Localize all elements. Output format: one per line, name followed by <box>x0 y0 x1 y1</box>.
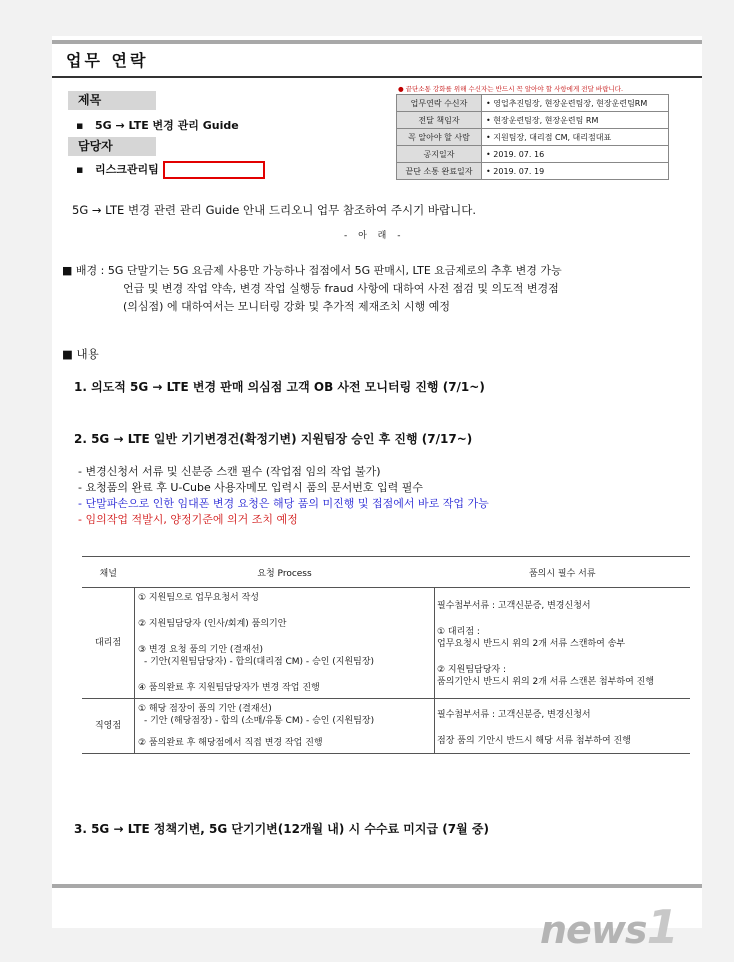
background-line: 언급 및 변경 작업 약속, 변경 작업 실행등 fraud 사항에 대하여 사전 점검 및 의도적 변경점 <box>123 282 559 295</box>
section-2-heading: 2. 5G → LTE 일반 기기변경건(확정기변) 지원팀장 승인 후 진행 (7/17~) <box>74 432 473 446</box>
process-step: ② 지원팀담당자 (인사/회계) 품의기안 <box>138 619 287 629</box>
background-line: (의심점) 에 대하여서는 모니터링 강화 및 추가적 제재조치 시행 예정 <box>123 300 450 313</box>
info-row <box>397 163 669 180</box>
info-key: 전달 책임자 <box>397 112 482 129</box>
info-key: 업무연락 수신자 <box>397 95 482 112</box>
section-3-heading: 3. 5G → LTE 정책기변, 5G 단기기변(12개월 내) 시 수수료 미지급 (7월 중) <box>74 822 489 836</box>
document-page <box>52 36 702 928</box>
info-value: • 현장운련팀장, 현장운련팀 RM <box>482 112 669 129</box>
subject-text: ▪ 5G → LTE 변경 관리 Guide <box>76 119 239 132</box>
bottom-divider <box>52 884 702 888</box>
table-row <box>82 699 690 754</box>
info-row <box>397 129 669 146</box>
info-key: 끝단 소통 완료일자 <box>397 163 482 180</box>
process-step: ④ 품의완료 후 지원팀담당자가 변경 작업 진행 <box>138 683 320 693</box>
info-value: • 2019. 07. 16 <box>482 146 669 163</box>
doc-line: 필수첨부서류 : 고객신분증, 변경신청서 <box>437 601 591 611</box>
process-step: ② 품의완료 후 해당점에서 직접 변경 작업 진행 <box>138 738 323 748</box>
process-step-detail: - 기안(지원팀담당자) - 합의(대리점 CM) - 승인 (지원팀장) <box>144 657 375 667</box>
column-header: 품의시 필수 서류 <box>435 557 691 588</box>
news1-watermark-logo <box>540 900 678 954</box>
manager-text: ▪ 리스크관리팀 <box>76 161 265 179</box>
process-cell <box>135 588 435 699</box>
watermark-number: 1 <box>646 900 678 954</box>
channel-cell: 직영점 <box>82 699 135 754</box>
docs-cell <box>435 588 691 699</box>
watermark-text: news <box>540 908 647 952</box>
process-step: ③ 변경 요청 품의 기안 (결재선) <box>138 645 264 655</box>
process-step: ① 지원팀으로 업무요청서 작성 <box>138 593 259 603</box>
info-table <box>396 94 669 180</box>
top-divider <box>52 40 702 44</box>
table-header-row <box>82 557 690 588</box>
redaction-box <box>163 161 265 179</box>
info-value: • 2019. 07. 19 <box>482 163 669 180</box>
info-value: • 지원팀장, 대리점 CM, 대리점대표 <box>482 129 669 146</box>
channel-cell: 대리점 <box>82 588 135 699</box>
doc-line: 필수첨부서류 : 고객신분증, 변경신청서 <box>437 710 591 720</box>
manager-value: 리스크관리팀 <box>94 163 159 176</box>
doc-line: ① 대리점 : <box>437 627 480 637</box>
column-header: 요청 Process <box>135 557 435 588</box>
info-key: 꼭 알아야 할 사람 <box>397 129 482 146</box>
list-item: - 요청품의 완료 후 U-Cube 사용자메모 입력시 품의 문서번호 입력 필수 <box>78 481 424 494</box>
info-value: • 영업추진팀장, 현장운련팀장, 현장운련팀RM <box>482 95 669 112</box>
ara-heading: - 아 래 - <box>344 231 405 241</box>
process-table <box>82 556 690 754</box>
title-divider <box>52 76 702 78</box>
process-step-detail: - 기안 (해당점장) - 합의 (소매/유통 CM) - 승인 (지원팀장) <box>144 716 375 726</box>
process-cell <box>135 699 435 754</box>
doc-line: 점장 품의 기안시 반드시 해당 서류 첨부하여 진행 <box>437 736 631 746</box>
list-item: - 단말파손으로 인한 임대폰 변경 요청은 해당 품의 미진행 및 접점에서 바로 작업 가능 <box>78 497 489 510</box>
background-section <box>62 262 562 316</box>
doc-line: 품의기안시 반드시 위의 2개 서류 스캔본 첨부하여 진행 <box>437 677 655 687</box>
info-key: 공지일자 <box>397 146 482 163</box>
subject-label: 제목 <box>68 91 156 110</box>
info-row <box>397 95 669 112</box>
info-row <box>397 146 669 163</box>
background-line: ■ 배경 : 5G 단말기는 5G 요금제 사용만 가능하나 접점에서 5G 판매시, LTE 요금제로의 추후 변경 가능 <box>62 264 562 277</box>
docs-cell <box>435 699 691 754</box>
column-header: 채널 <box>82 557 135 588</box>
process-step: ① 해당 점장이 품의 기안 (결재선) <box>138 704 272 714</box>
manager-label: 담당자 <box>68 137 156 156</box>
list-item: - 변경신청서 서류 및 신분증 스캔 필수 (작업점 임의 작업 불가) <box>78 465 381 478</box>
doc-line: 업무요청시 반드시 위의 2개 서류 스캔하여 송부 <box>437 639 626 649</box>
notice-text: ● 끝단소통 강화를 위해 수신자는 반드시 꼭 알아야 할 사항에게 전달 바랍니다. <box>398 85 624 93</box>
intro-text: 5G → LTE 변경 관련 관리 Guide 안내 드리오니 업무 참조하여 주시기 바랍니다. <box>72 203 476 217</box>
section-1-heading: 1. 의도적 5G → LTE 변경 판매 의심점 고객 OB 사전 모니터링 진행 (7/1~) <box>74 380 485 394</box>
section-2-items <box>78 464 489 528</box>
info-row <box>397 112 669 129</box>
content-heading: ■ 내용 <box>62 347 99 361</box>
doc-line: ② 지원팀담당자 : <box>437 665 506 675</box>
list-item: - 임의작업 적발시, 양정기준에 의거 조치 예정 <box>78 513 298 526</box>
table-row <box>82 588 690 699</box>
subject-value: 5G → LTE 변경 관리 Guide <box>94 119 239 132</box>
document-title: 업무 연락 <box>66 51 149 70</box>
